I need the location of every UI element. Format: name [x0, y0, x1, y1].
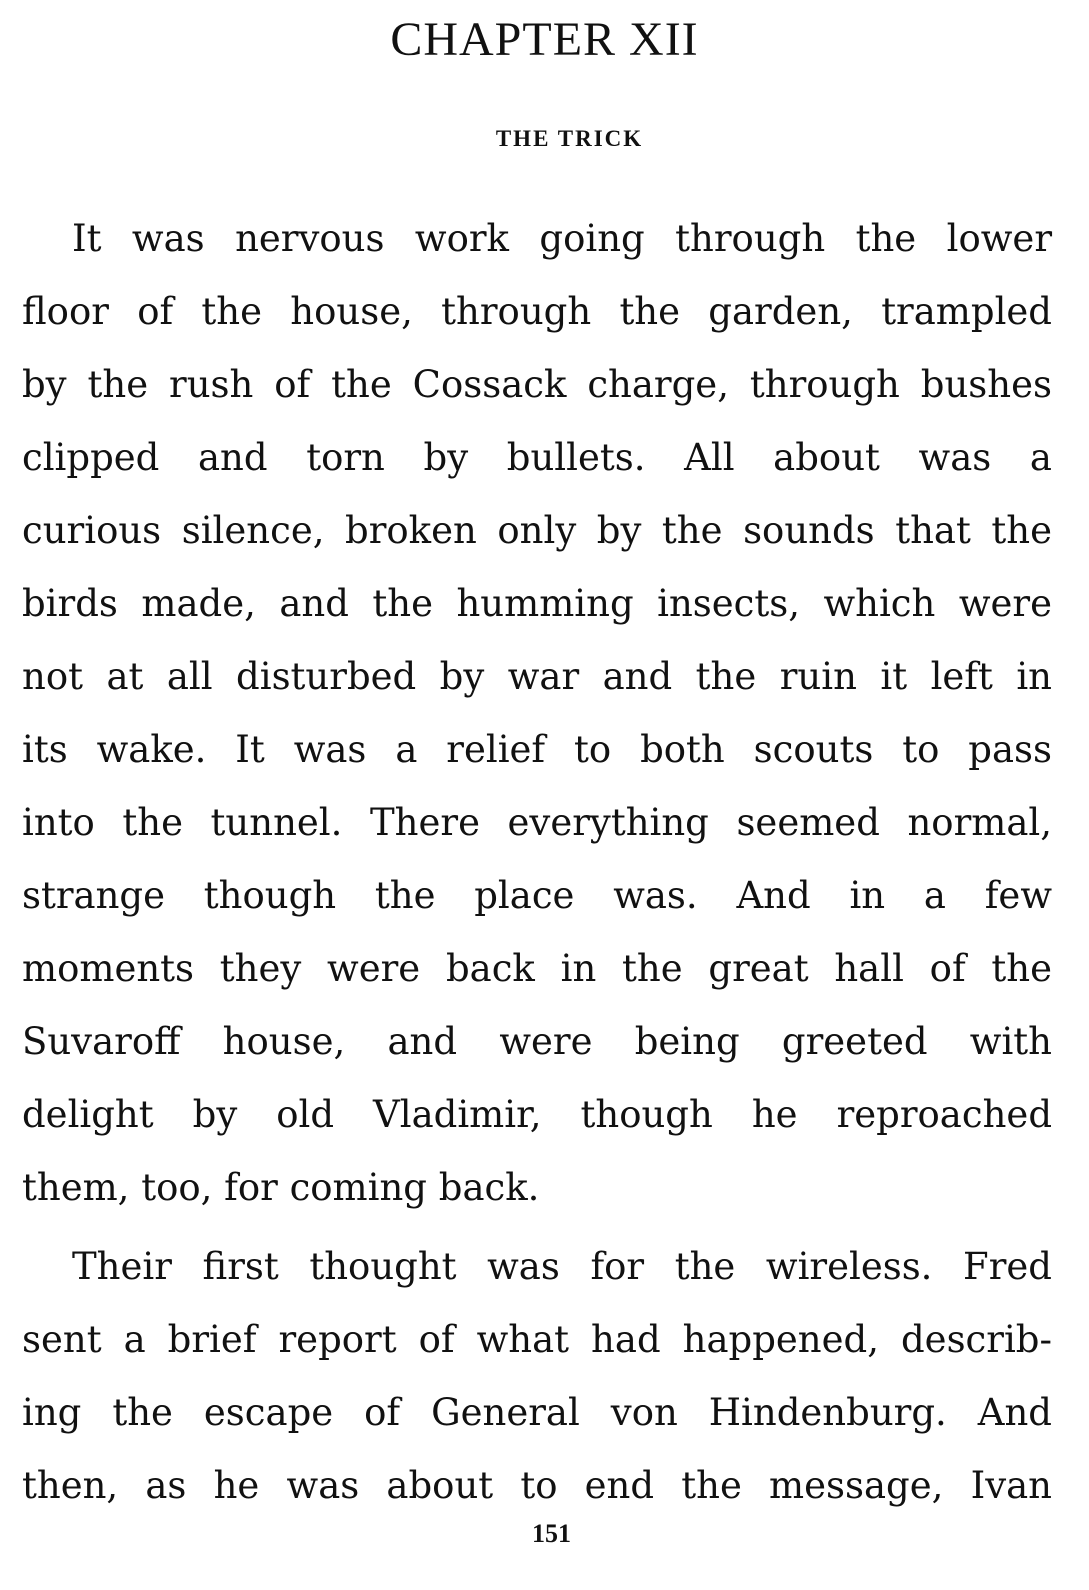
text-line: delight by old Vladimir, though he reproached	[22, 1093, 1052, 1136]
text-line: into the tunnel. There everything seemed normal,	[22, 801, 1052, 844]
paragraph-1	[22, 202, 1052, 1224]
text-line: sent a brief report of what had happened, describ-	[22, 1318, 1052, 1361]
text-line: moments they were back in the great hall of the	[22, 947, 1052, 990]
text-line: by the rush of the Cossack charge, through bushes	[22, 363, 1052, 406]
chapter-subtitle: THE TRICK	[495, 126, 644, 151]
text-line: strange though the place was. And in a few	[22, 874, 1052, 917]
paragraph-2	[22, 1230, 1052, 1522]
text-line: its wake. It was a relief to both scouts to pass	[22, 728, 1052, 771]
text-line: Their first thought was for the wireless. Fred	[72, 1245, 1052, 1288]
text-line: floor of the house, through the garden, trampled	[22, 290, 1052, 333]
text-line: then, as he was about to end the message, Ivan	[22, 1464, 1052, 1507]
page-number: 151	[532, 1519, 571, 1548]
chapter-title: CHAPTER XII	[390, 13, 699, 66]
text-line: It was nervous work going through the lower	[72, 217, 1052, 260]
text-line: birds made, and the humming insects, which were	[22, 582, 1052, 625]
text-line: not at all disturbed by war and the ruin it left in	[22, 655, 1052, 698]
text-line: ing the escape of General von Hindenburg. And	[22, 1391, 1052, 1434]
text-line: clipped and torn by bullets. All about was a	[22, 436, 1052, 479]
text-line: them, too, for coming back.	[22, 1166, 540, 1209]
text-line: Suvaroff house, and were being greeted with	[22, 1020, 1052, 1063]
text-line: curious silence, broken only by the sounds that the	[22, 509, 1052, 552]
